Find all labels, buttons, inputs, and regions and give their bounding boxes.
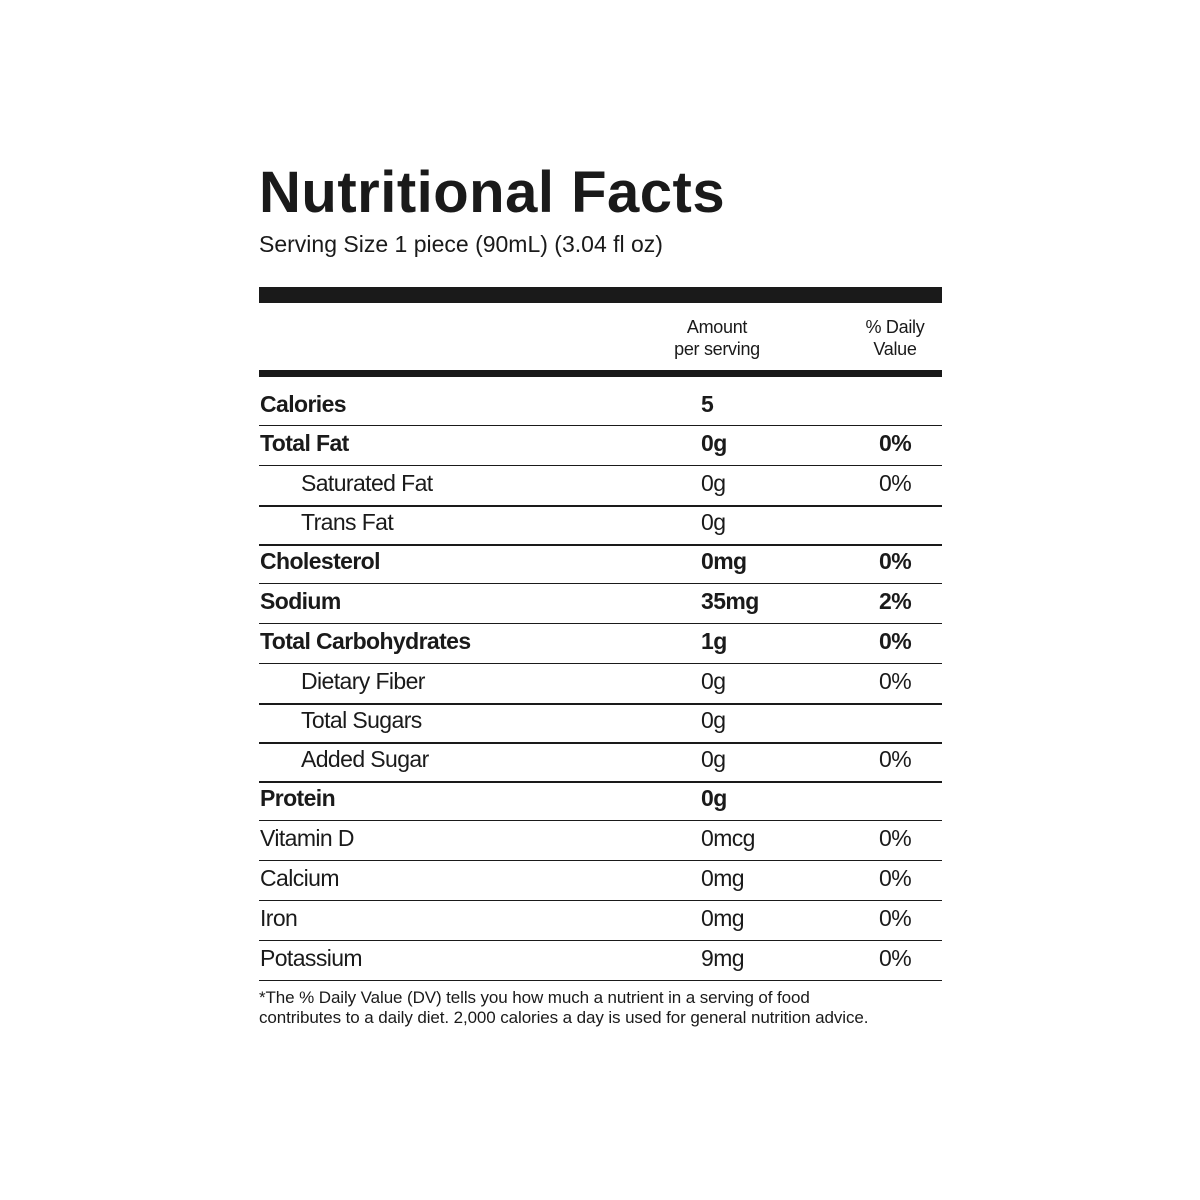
nutrient-amount: 5 xyxy=(701,391,714,417)
nutrient-amount: 9mg xyxy=(701,945,744,971)
table-row xyxy=(259,901,942,941)
nutrient-name: Iron xyxy=(260,905,298,931)
nutrient-daily-value: 0% xyxy=(879,945,912,971)
amount-header-line1: Amount xyxy=(686,317,748,337)
nutrient-amount: 0g xyxy=(701,785,727,811)
nutrient-name: Added Sugar xyxy=(301,746,429,772)
nutrient-name: Saturated Fat xyxy=(301,470,433,496)
nutrition-label xyxy=(259,160,942,1027)
table-row xyxy=(259,703,942,742)
nutrient-daily-value: 0% xyxy=(879,470,912,496)
amount-header xyxy=(657,316,777,360)
nutrient-name: Potassium xyxy=(260,945,362,971)
table-row xyxy=(259,624,942,664)
daily-value-header-line1: % Daily xyxy=(865,317,925,337)
table-row xyxy=(259,584,942,624)
table-row xyxy=(259,544,942,584)
nutrient-daily-value: 0% xyxy=(879,905,912,931)
nutrient-daily-value: 0% xyxy=(879,628,912,654)
table-row xyxy=(259,387,942,426)
nutrient-name: Cholesterol xyxy=(260,548,380,574)
table-row xyxy=(259,821,942,861)
nutrient-daily-value: 0% xyxy=(879,668,912,694)
nutrient-amount: 0g xyxy=(701,668,726,694)
nutrient-amount: 0g xyxy=(701,746,726,772)
column-headers xyxy=(259,303,942,370)
table-row xyxy=(259,781,942,821)
nutrient-amount: 0g xyxy=(701,470,726,496)
table-row xyxy=(259,466,942,505)
nutrient-name: Total Carbohydrates xyxy=(260,628,471,654)
nutrient-daily-value: 0% xyxy=(879,430,912,456)
nutrient-daily-value: 0% xyxy=(879,746,912,772)
daily-value-header xyxy=(845,316,945,360)
nutrient-amount: 0mg xyxy=(701,905,744,931)
nutrient-name: Calcium xyxy=(260,865,339,891)
nutrient-daily-value: 0% xyxy=(879,548,912,574)
nutrient-daily-value: 0% xyxy=(879,865,912,891)
page-title: Nutritional Facts xyxy=(259,160,726,225)
header-divider xyxy=(259,370,942,377)
nutrient-daily-value: 2% xyxy=(879,588,912,614)
table-row xyxy=(259,941,942,981)
nutrient-amount: 0g xyxy=(701,707,726,733)
nutrient-name: Sodium xyxy=(260,588,341,614)
table-row xyxy=(259,664,942,703)
nutrient-name: Dietary Fiber xyxy=(301,668,425,694)
nutrient-amount: 0mcg xyxy=(701,825,755,851)
table-row xyxy=(259,861,942,901)
nutrient-table xyxy=(259,387,942,981)
nutrient-amount: 0mg xyxy=(701,548,747,574)
table-row xyxy=(259,505,942,544)
table-row xyxy=(259,742,942,781)
nutrient-amount: 1g xyxy=(701,628,727,654)
top-divider xyxy=(259,287,942,303)
nutrient-name: Trans Fat xyxy=(301,509,394,535)
nutrient-name: Calories xyxy=(260,391,346,417)
nutrient-name: Total Sugars xyxy=(301,707,422,733)
nutrient-amount: 35mg xyxy=(701,588,759,614)
nutrient-name: Vitamin D xyxy=(260,825,354,851)
amount-header-line2: per serving xyxy=(674,339,760,359)
nutrient-name: Protein xyxy=(260,785,336,811)
daily-value-header-line2: Value xyxy=(873,339,917,359)
nutrient-amount: 0mg xyxy=(701,865,744,891)
nutrient-amount: 0g xyxy=(701,509,726,535)
table-row xyxy=(259,426,942,466)
footnote: *The % Daily Value (DV) tells you how much a nutrient in a serving of food contributes to a daily diet. 2,000 calories a day is used for general nutrition advice. xyxy=(259,988,869,1027)
nutrient-name: Total Fat xyxy=(260,430,349,456)
nutrient-amount: 0g xyxy=(701,430,727,456)
nutrient-daily-value: 0% xyxy=(879,825,912,851)
serving-size: Serving Size 1 piece (90mL) (3.04 fl oz) xyxy=(259,231,663,257)
